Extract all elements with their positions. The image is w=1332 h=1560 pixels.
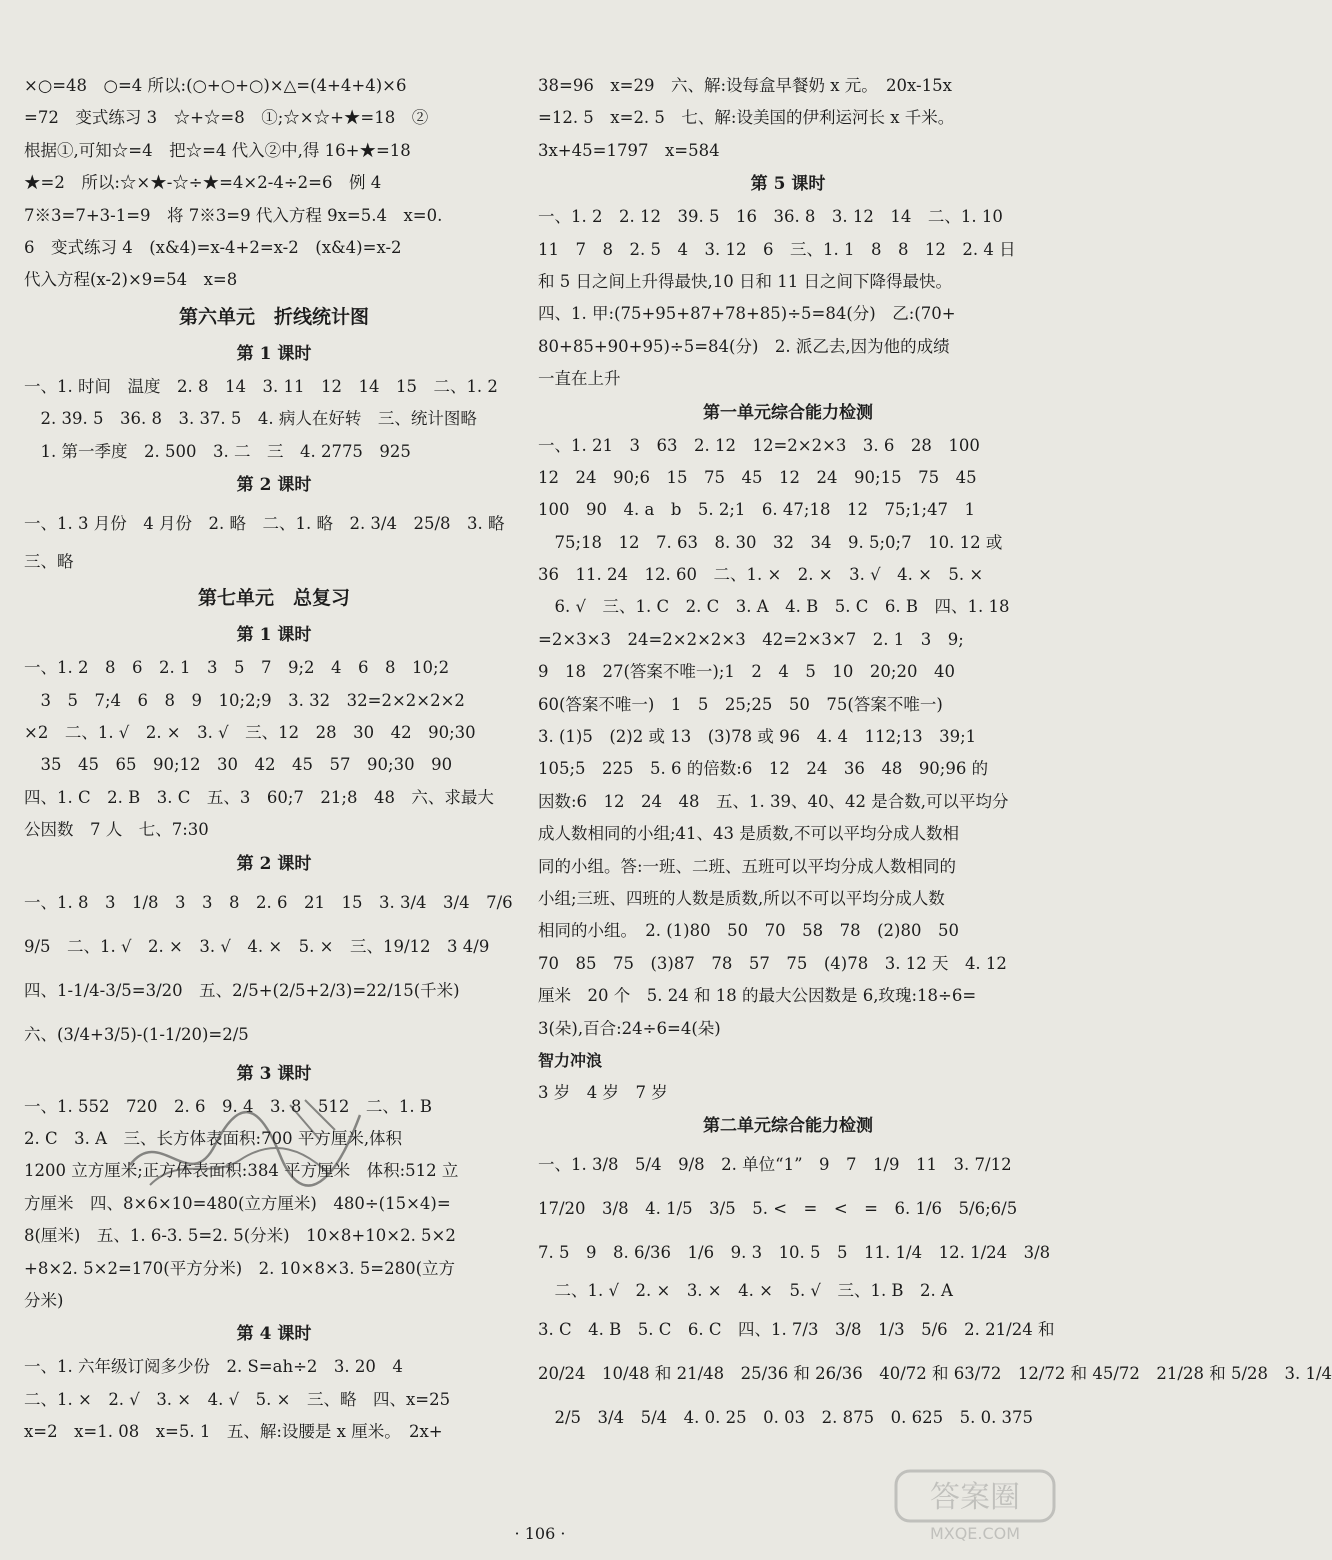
answer-line: 1200 立方厘米;正方体表面积:384 平方厘米 体积:512 立 <box>24 1161 459 1181</box>
answer-line: 100 90 4. a b 5. 2;1 6. 47;18 12 75;1;47 1 <box>538 500 976 520</box>
lesson-heading: 第 4 课时 <box>236 1324 312 1345</box>
page-number: · 106 · <box>514 1524 566 1543</box>
answer-line: 105;5 225 5. 6 的倍数:6 12 24 36 48 90;96 的 <box>538 759 989 779</box>
answer-line: 70 85 75 (3)87 78 57 75 (4)78 3. 12 天 4. 12 <box>538 953 1007 973</box>
answer-line: =12. 5 x=2. 5 七、解:设美国的伊利运河长 x 千米。 <box>538 108 955 128</box>
handwritten-scribble <box>120 1085 380 1205</box>
answer-line: 二、1. √ 2. × 3. × 4. × 5. √ 三、1. B 2. A <box>538 1281 953 1301</box>
answer-line: 四、1. 甲:(75+95+87+78+85)÷5=84(分) 乙:(70+ <box>538 304 956 324</box>
answer-line: 36 11. 24 12. 60 二、1. × 2. × 3. √ 4. × 5. × <box>538 565 984 585</box>
right-column <box>538 70 1332 1440</box>
answer-line: 3. C 4. B 5. C 6. C 四、1. 7/3 3/8 1/3 5/6 2. 21/24 和 <box>538 1319 1055 1339</box>
answer-line: ×2 二、1. √ 2. × 3. √ 三、12 28 30 42 90;30 <box>24 723 476 743</box>
answer-line: 方厘米 四、8×6×10=480(立方厘米) 480÷(15×4)= <box>24 1193 451 1213</box>
watermark-logo <box>890 1465 1060 1545</box>
svg-text:MXQE.COM: MXQE.COM <box>929 1524 1021 1543</box>
answer-line: 一、1. 3/8 5/4 9/8 2. 单位“1” 9 7 1/9 11 3. 7/12 <box>538 1155 1012 1175</box>
answer-line: =72 变式练习 3 ☆+☆=8 ①;☆×☆+★=18 ② <box>24 108 429 128</box>
answer-line: 分米) <box>24 1290 64 1310</box>
answer-line: ×○=48 ○=4 所以:(○+○+○)×△=(4+4+4)×6 <box>24 76 407 95</box>
lesson-heading: 第 3 课时 <box>236 1063 312 1084</box>
answer-line: 同的小组。答:一班、二班、五班可以平均分成人数相同的 <box>538 856 957 876</box>
unit-heading: 第七单元 总复习 <box>197 587 350 610</box>
answer-line: 四、1. C 2. B 3. C 五、3 60;7 21;8 48 六、求最大 <box>24 787 494 807</box>
answer-line: 代入方程(x-2)×9=54 x=8 <box>24 270 238 290</box>
lesson-heading: 第二单元综合能力检测 <box>703 1116 873 1137</box>
left-column <box>24 70 524 1449</box>
answer-line: 一、1. 六年级订阅多少份 2. S=ah÷2 3. 20 4 <box>24 1357 403 1377</box>
lesson-heading: 第 2 课时 <box>236 474 312 495</box>
answer-line: 六、(3/4+3/5)-(1-1/20)=2/5 <box>24 1024 249 1044</box>
answer-line: 2. C 3. A 三、长方体表面积:700 平方厘米,体积 <box>24 1129 403 1149</box>
answer-line: 一直在上升 <box>538 369 621 389</box>
answer-line: 35 45 65 90;12 30 42 45 57 90;30 90 <box>24 755 453 775</box>
unit-heading: 第六单元 折线统计图 <box>178 305 369 328</box>
answer-line: 8(厘米) 五、1. 6-3. 5=2. 5(分米) 10×8+10×2. 5×2 <box>24 1226 456 1246</box>
answer-line: 因数:6 12 24 48 五、1. 39、40、42 是合数,可以平均分 <box>538 791 1009 811</box>
answer-line: 17/20 3/8 4. 1/5 3/5 5. < = < = 6. 1/6 5/6;6/5 <box>538 1199 1018 1219</box>
answer-line: 一、1. 2 2. 12 39. 5 16 36. 8 3. 12 14 二、1. 10 <box>538 207 1003 227</box>
answer-line: 3 岁 4 岁 7 岁 <box>538 1082 668 1102</box>
answer-line: 一、1. 时间 温度 2. 8 14 3. 11 12 14 15 二、1. 2 <box>24 376 498 396</box>
answer-line: 60(答案不唯一) 1 5 25;25 50 75(答案不唯一) <box>538 694 943 714</box>
answer-line: 一、1. 21 3 63 2. 12 12=2×2×3 3. 6 28 100 <box>538 435 980 455</box>
answer-line: 小组;三班、四班的人数是质数,所以不可以平均分成人数 <box>538 888 945 908</box>
answer-line: 7※3=7+3-1=9 将 7※3=9 代入方程 9x=5.4 x=0. <box>24 205 443 225</box>
answer-line: x=2 x=1. 08 x=5. 1 五、解:设腰是 x 厘米。 2x+ <box>24 1422 443 1442</box>
answer-line: 2. 39. 5 36. 8 3. 37. 5 4. 病人在好转 三、统计图略 <box>24 409 477 429</box>
answer-line: 38=96 x=29 六、解:设每盒早餐奶 x 元。 20x-15x <box>538 76 952 95</box>
lesson-heading: 第 2 课时 <box>236 853 312 874</box>
answer-line: 一、1. 552 720 2. 6 9. 4 3. 8 512 二、1. B <box>24 1096 433 1116</box>
answer-line: 3. (1)5 (2)2 或 13 (3)78 或 96 4. 4 112;13 39;1 <box>538 727 977 747</box>
answer-line: 9/5 二、1. √ 2. × 3. √ 4. × 5. × 三、19/12 3 4/9 <box>24 936 490 956</box>
answer-line: 6 变式练习 4 (x&4)=x-4+2=x-2 (x&4)=x-2 <box>24 237 402 257</box>
answer-line: 一、1. 8 3 1/8 3 3 8 2. 6 21 15 3. 3/4 3/4 7/6 <box>24 892 513 912</box>
answer-line: 20/24 10/48 和 21/48 25/36 和 26/36 40/72 和 63/72 12/72 和 45/72 21/28 和 5/28 3. 1/4 <box>538 1363 1332 1383</box>
answer-line: 一、1. 2 8 6 2. 1 3 5 7 9;2 4 6 8 10;2 <box>24 658 450 678</box>
answer-line: 厘米 20 个 5. 24 和 18 的最大公因数是 6,玫瑰:18÷6= <box>538 986 977 1006</box>
section-label: 智力冲浪 <box>538 1050 603 1070</box>
lesson-heading: 第 1 课时 <box>236 343 312 364</box>
answer-line: 一、1. 3 月份 4 月份 2. 略 二、1. 略 2. 3/4 25/8 3. 略 <box>24 513 505 533</box>
answer-line: 9 18 27(答案不唯一);1 2 4 5 10 20;20 40 <box>538 662 955 682</box>
answer-line: +8×2. 5×2=170(平方分米) 2. 10×8×3. 5=280(立方 <box>24 1258 456 1278</box>
lesson-heading: 第 5 课时 <box>750 174 826 195</box>
answer-line: 1. 第一季度 2. 500 3. 二 三 4. 2775 925 <box>24 441 411 461</box>
answer-line: 成人数相同的小组;41、43 是质数,不可以平均分成人数相 <box>538 824 960 844</box>
answer-line: 3 5 7;4 6 8 9 10;2;9 3. 32 32=2×2×2×2 <box>24 690 465 710</box>
svg-text:答案圈: 答案圈 <box>930 1480 1020 1515</box>
answer-line: 四、1-1/4-3/5=3/20 五、2/5+(2/5+2/3)=22/15(千米) <box>24 980 460 1000</box>
answer-line: ★=2 所以:☆×★-☆÷★=4×2-4÷2=6 例 4 <box>24 173 382 193</box>
lesson-heading: 第一单元综合能力检测 <box>703 402 873 423</box>
answer-line: 3(朵),百合:24÷6=4(朵) <box>538 1018 721 1038</box>
answer-line: 二、1. × 2. √ 3. × 4. √ 5. × 三、略 四、x=25 <box>24 1389 451 1409</box>
answer-line: 75;18 12 7. 63 8. 30 32 34 9. 5;0;7 10. 12 或 <box>538 532 1003 552</box>
answer-line: 11 7 8 2. 5 4 3. 12 6 三、1. 1 8 8 12 2. 4 日 <box>538 239 1016 259</box>
answer-line: 公因数 7 人 七、7:30 <box>24 820 209 840</box>
answer-line: 7. 5 9 8. 6/36 1/6 9. 3 10. 5 5 11. 1/4 12. 1/24 3/8 <box>538 1243 1051 1263</box>
answer-line: =2×3×3 24=2×2×2×3 42=2×3×7 2. 1 3 9; <box>538 629 964 649</box>
answer-line: 根据①,可知☆=4 把☆=4 代入②中,得 16+★=18 <box>24 140 411 160</box>
answer-line: 2/5 3/4 5/4 4. 0. 25 0. 03 2. 875 0. 625 5. 0. 375 <box>538 1407 1034 1427</box>
answer-line: 和 5 日之间上升得最快,10 日和 11 日之间下降得最快。 <box>538 271 952 291</box>
lesson-heading: 第 1 课时 <box>236 625 312 646</box>
answer-line: 3x+45=1797 x=584 <box>538 140 720 160</box>
answer-line: 三、略 <box>24 551 74 571</box>
answer-line: 12 24 90;6 15 75 45 12 24 90;15 75 45 <box>538 467 977 487</box>
answer-line: 80+85+90+95)÷5=84(分) 2. 派乙去,因为他的成绩 <box>538 336 950 356</box>
answer-line: 6. √ 三、1. C 2. C 3. A 4. B 5. C 6. B 四、1. 18 <box>538 597 1010 617</box>
answer-line: 相同的小组。 2. (1)80 50 70 58 78 (2)80 50 <box>538 921 959 941</box>
